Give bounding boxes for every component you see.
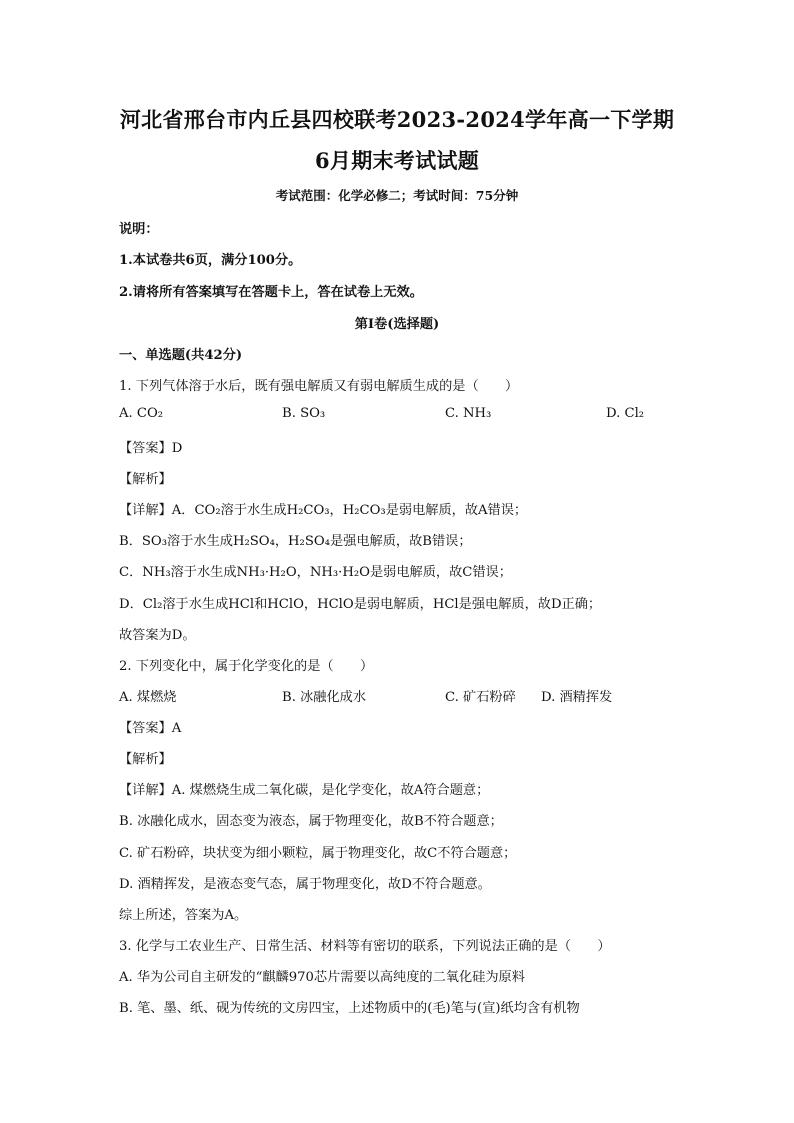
part-title: 一、单选题(共42分) xyxy=(119,348,243,363)
q3-option-a: A. 华为公司自主研发的“麒麟970芯片需要以高纯度的二氧化硅为原料 xyxy=(119,970,525,985)
q2-option-d: D. 酒精挥发 xyxy=(541,690,613,705)
q3-stem: 3. 化学与工农业生产、日常生活、材料等有密切的联系，下列说法正确的是（ ） xyxy=(119,939,611,954)
q1-stem: 1. 下列气体溶于水后，既有强电解质又有弱电解质生成的是（ ） xyxy=(119,379,519,394)
notes-heading: 说明： xyxy=(119,222,159,237)
q2-analysis-heading: 【解析】 xyxy=(119,752,172,767)
q1-detail-a: 【详解】A．CO₂溶于水生成H₂CO₃，H₂CO₃是弱电解质，故A错误； xyxy=(119,503,528,518)
q2-detail-a: 【详解】A. 煤燃烧生成二氧化碳，是化学变化，故A符合题意； xyxy=(119,783,490,798)
q2-option-b: B. 冰融化成水 xyxy=(282,690,367,705)
section-title: 第I卷(选择题) xyxy=(354,317,440,332)
q1-detail-c: C．NH₃溶于水生成NH₃·H₂O，NH₃·H₂O是弱电解质，故C错误； xyxy=(119,565,512,580)
exam-info: 考试范围：化学必修二；考试时间：75分钟 xyxy=(275,188,519,203)
q1-option-c: C. NH₃ xyxy=(445,406,492,421)
q1-analysis-heading: 【解析】 xyxy=(119,472,172,487)
q1-detail-b: B．SO₃溶于水生成H₂SO₄，H₂SO₄是强电解质，故B错误； xyxy=(119,534,472,549)
q2-conclusion: 综上所述，答案为A。 xyxy=(119,908,248,923)
q2-detail-b: B. 冰融化成水，固态变为液态，属于物理变化，故B不符合题意； xyxy=(119,814,503,829)
exam-title-line1: 河北省邢台市内丘县四校联考2023-2024学年高一下学期 xyxy=(119,107,675,132)
q2-detail-c: C. 矿石粉碎，块状变为细小颗粒，属于物理变化，故C不符合题意； xyxy=(119,846,517,861)
note-2: 2.请将所有答案填写在答题卡上，答在试卷上无效。 xyxy=(119,285,423,300)
q1-option-d: D. Cl₂ xyxy=(606,406,645,421)
q1-answer: 【答案】D xyxy=(119,441,183,456)
q1-option-b: B. SO₃ xyxy=(282,406,326,421)
q1-conclusion: 故答案为D。 xyxy=(119,628,196,643)
q2-stem: 2. 下列变化中，属于化学变化的是（ ） xyxy=(119,659,374,674)
note-1: 1.本试卷共6页，满分100分。 xyxy=(119,253,302,268)
q2-option-a: A. 煤燃烧 xyxy=(119,690,177,705)
exam-title-line2: 6月期末考试试题 xyxy=(314,148,479,173)
q2-answer: 【答案】A xyxy=(119,721,182,736)
q2-option-c: C. 矿石粉碎 xyxy=(445,690,516,705)
q1-option-a: A. CO₂ xyxy=(119,406,164,421)
q1-detail-d: D．Cl₂溶于水生成HCl和HClO，HClO是弱电解质，HCl是强电解质，故D正确； xyxy=(119,597,602,612)
q3-option-b: B. 笔、墨、纸、砚为传统的文房四宝，上述物质中的(毛)笔与(宣)纸均含有机物 xyxy=(119,1001,580,1016)
q2-detail-d: D. 酒精挥发，是液态变气态，属于物理变化，故D不符合题意。 xyxy=(119,877,491,892)
